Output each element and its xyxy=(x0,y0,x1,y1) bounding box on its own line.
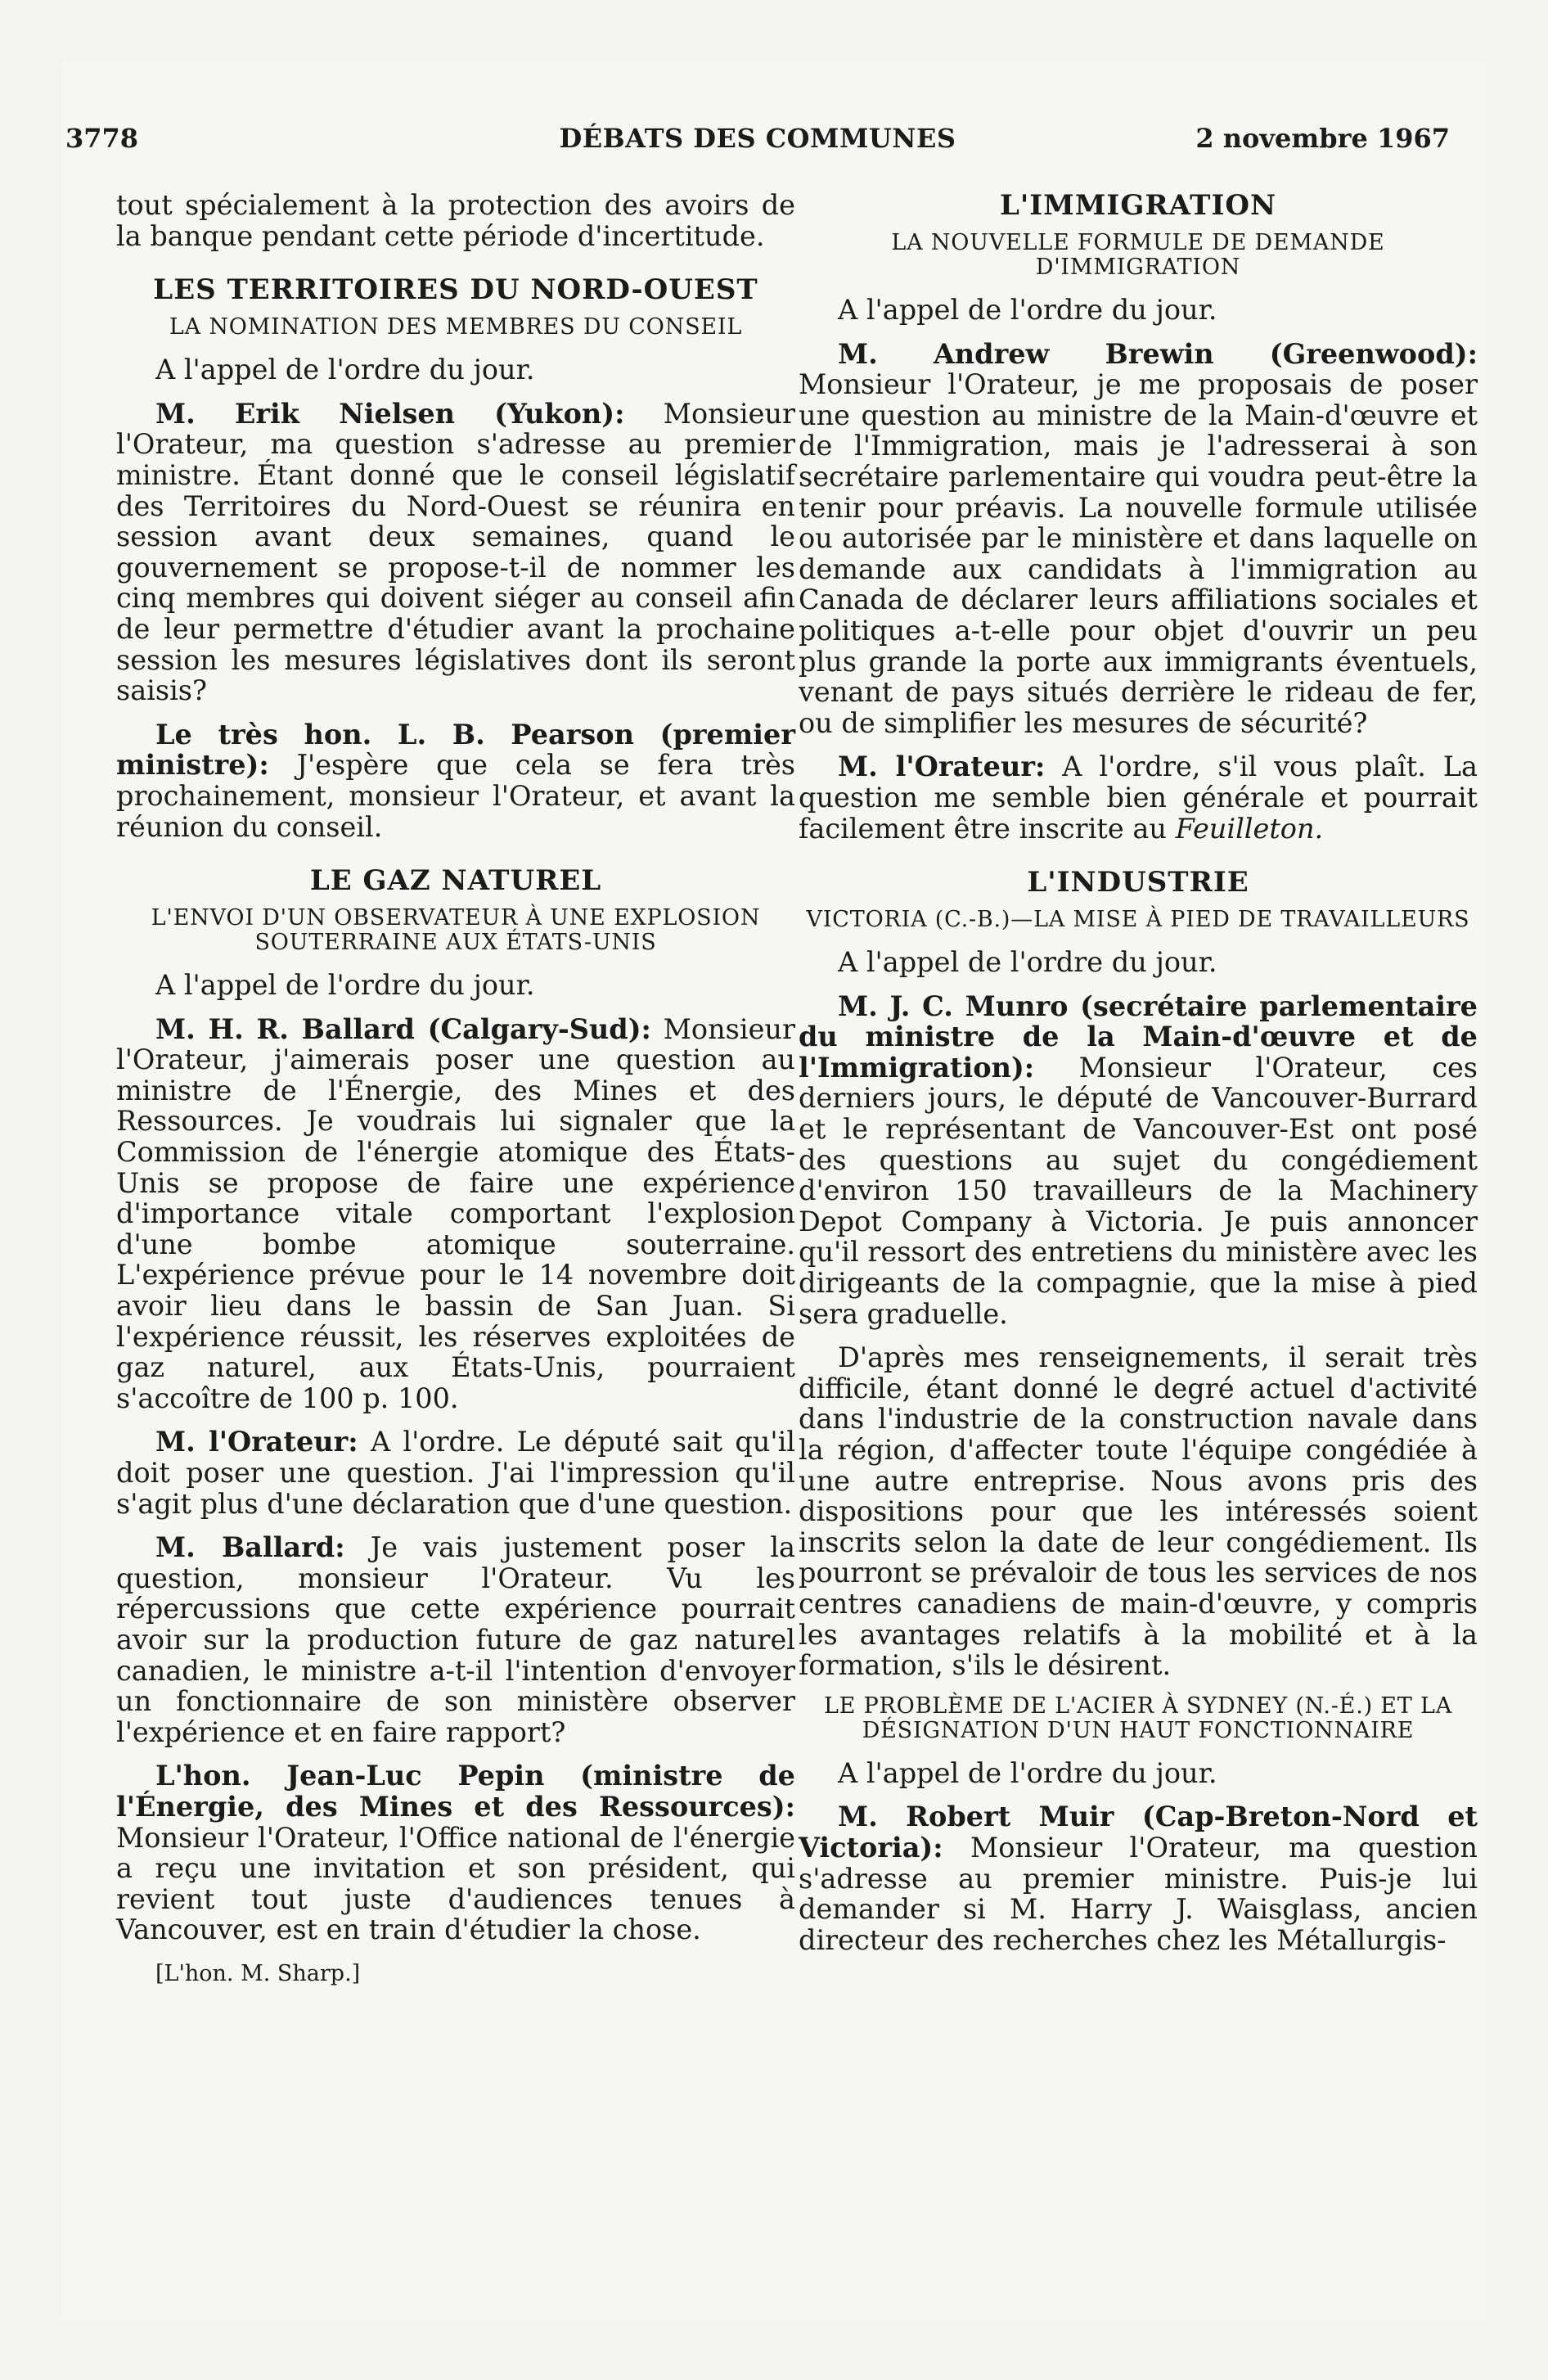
section-heading-industrie: L'INDUSTRIE xyxy=(1027,866,1249,899)
speech-text: Monsieur l'Orateur, j'aimerais poser une question au ministre de l'Énergie, des Mines et des Ressources. Je voudrais lui signaler que la Commission de l'énergie atomique des États-Unis se propose de faire une expérience d'importance vitale comportant l'explosion d'une bombe atomique souterraine. L'expérience prévue pour le 14 novembre doit avoir lieu dans le bassin de San Juan. Si l'expérience réussit, les réserves exploitées de gaz naturel, aux États-Unis, pourraient s'accoître de 100 p. 100. xyxy=(116,1012,795,1414)
subheading-victoria: VICTORIA (C.-B.)—LA MISE À PIED DE TRAVAILLEURS xyxy=(806,907,1470,933)
feuilleton-term: Feuilleton. xyxy=(1175,812,1324,845)
order-of-day-call: A l'appel de l'ordre du jour. xyxy=(838,1756,1217,1789)
speech-brewin xyxy=(799,339,1478,739)
speech-text: J'espère que cela se fera très prochainement, monsieur l'Orateur, et avant la réunion du conseil. xyxy=(116,749,795,843)
speaker-orateur: M. l'Orateur: xyxy=(838,751,1046,783)
subheading-sydney: LE PROBLÈME DE L'ACIER À SYDNEY (N.-É.) ET LA DÉSIGNATION D'UN HAUT FONCTIONNAIRE xyxy=(823,1693,1453,1743)
speech-ballard-2 xyxy=(116,1532,795,1747)
speech-text: Monsieur l'Orateur, ces derniers jours, le député de Vancouver-Burrard et le représentant de Vancouver-Est ont posé des questions au sujet du congédiement d'environ 150 travailleurs de la Machinery Depot Company à Victoria. Je puis annoncer qu'il ressort des entretiens du ministère avec les dirigeants de la compagnie, que la mise à pied sera graduelle. xyxy=(799,1051,1478,1330)
order-of-day-call: A l'appel de l'ordre du jour. xyxy=(838,294,1217,326)
paragraph-continued: tout spécialement à la protection des avoirs de la banque pendant cette période d'incertitude. xyxy=(116,189,795,252)
speech-muir xyxy=(799,1801,1478,1955)
issue-date: 2 novembre 1967 xyxy=(1195,123,1450,154)
speaker-nielsen: M. Erik Nielsen (Yukon): xyxy=(155,397,625,430)
section-heading-territoires: LES TERRITOIRES DU NORD-OUEST xyxy=(153,273,758,307)
speaker-pepin: L'hon. Jean-Luc Pepin (ministre de l'Énergie, des Mines et des Ressources): xyxy=(116,1760,795,1823)
speaker-pearson: Le très hon. L. B. Pearson (premier ministre): xyxy=(116,718,795,782)
speech-munro xyxy=(799,991,1478,1330)
speech-text: Je vais justement poser la question, monsieur l'Orateur. Vu les répercussions que cette expérience pourrait avoir sur la production future de gaz naturel canadien, le ministre a-t-il l'intention d'envoyer un fonctionnaire de son ministère observer l'expérience et en faire rapport? xyxy=(116,1531,796,1748)
speech-text: Monsieur l'Orateur, l'Office national de l'énergie a reçu une invitation et son président, qui revient tout juste d'audiences tenues à Vancouver, est en train d'étudier la chose. xyxy=(116,1821,795,1946)
speech-nielsen xyxy=(116,399,795,706)
speech-ballard xyxy=(116,1014,795,1414)
order-of-day-call: A l'appel de l'ordre du jour. xyxy=(155,969,535,1002)
speech-orateur xyxy=(116,1427,795,1519)
speaker-attribution: [L'hon. M. Sharp.] xyxy=(155,1960,361,1986)
publication-title: DÉBATS DES COMMUNES xyxy=(559,123,956,154)
speaker-ballard: M. Ballard: xyxy=(155,1531,345,1564)
speaker-brewin: M. Andrew Brewin (Greenwood): xyxy=(838,337,1478,370)
right-column xyxy=(799,190,1478,1968)
speech-text: A l'ordre. Le député sait qu'il doit poser une question. J'ai l'impression qu'il s'agit plus d'une déclaration que d'une question. xyxy=(116,1426,796,1520)
left-column xyxy=(116,190,795,2003)
order-of-day-call: A l'appel de l'ordre du jour. xyxy=(838,946,1217,979)
speech-text: Monsieur l'Orateur, ma question s'adresse au premier ministre. Puis-je lui demander si M. Harry J. Waisglass, ancien directeur des recherches chez les Métallurgis- xyxy=(799,1831,1478,1956)
section-heading-gaz: LE GAZ NATUREL xyxy=(309,864,602,898)
speaker-orateur: M. l'Orateur: xyxy=(155,1426,358,1458)
speaker-ballard: M. H. R. Ballard (Calgary-Sud): xyxy=(155,1012,651,1045)
order-of-day-call: A l'appel de l'ordre du jour. xyxy=(155,354,535,386)
speaker-muir: M. Robert Muir (Cap-Breton-Nord et Victoria): xyxy=(799,1801,1478,1864)
running-header xyxy=(65,123,1450,164)
speech-text: Monsieur l'Orateur, ma question s'adresse au premier ministre. Étant donné que le conseil législatif des Territoires du Nord-Ouest se réunira en session avant deux semaines, quand le gouvernement se propose-t-il de nommer les cinq membres qui doivent siéger au conseil afin de leur permettre d'étudier avant la prochaine session les mesures législatives dont ils seront saisis? xyxy=(116,397,796,707)
speech-munro-2: D'après mes renseignements, il serait très difficile, étant donné le degré actuel d'activité dans l'industrie de la construction navale dans la région, d'affecter toute l'équipe congédiée à une autre entreprise. Nous avons pris des dispositions pour que les intéressés soient inscrits selon la date de leur congédiement. Ils pourront se prévaloir de tous les services de nos centres canadiens de main-d'œuvre, y compris les avantages relatifs à la mobilité et à la formation, s'ils le désirent. xyxy=(799,1341,1478,1682)
subheading-envoi: L'ENVOI D'UN OBSERVATEUR À UNE EXPLOSION SOUTERRAINE AUX ÉTATS-UNIS xyxy=(151,905,761,956)
speech-pepin xyxy=(116,1760,795,1945)
speech-text: A l'ordre, s'il vous plaît. La question me semble bien générale et pourrait facilement être inscrite au xyxy=(799,751,1478,845)
speech-pearson xyxy=(116,719,795,842)
section-heading-immigration: L'IMMIGRATION xyxy=(999,189,1277,222)
subheading-nomination: LA NOMINATION DES MEMBRES DU CONSEIL xyxy=(169,314,743,340)
speaker-munro: M. J. C. Munro (secrétaire parlementaire du ministre de la Main-d'œuvre et de l'Immigration): xyxy=(799,989,1478,1084)
speech-orateur-2 xyxy=(799,751,1478,844)
subheading-formule: LA NOUVELLE FORMULE DE DEMANDE D'IMMIGRATION xyxy=(891,230,1385,280)
page-number: 3778 xyxy=(65,123,139,154)
speech-text: Monsieur l'Orateur, je me proposais de poser une question au ministre de la Main-d'œuvre et de l'Immigration, mais je l'adresserai à son secrétaire parlementaire qui voudra peut-être la tenir pour préavis. La nouvelle formule utilisée ou autorisée par le ministère et dans laquelle on demande aux candidats à l'immigration au Canada de déclarer leurs affiliations sociales et politiques a-t-elle pour objet d'ouvrir un peu plus grande la porte aux immigrants éventuels, venant de pays situés derrière le rideau de fer, ou de simplifier les mesures de sécurité? xyxy=(799,368,1478,739)
